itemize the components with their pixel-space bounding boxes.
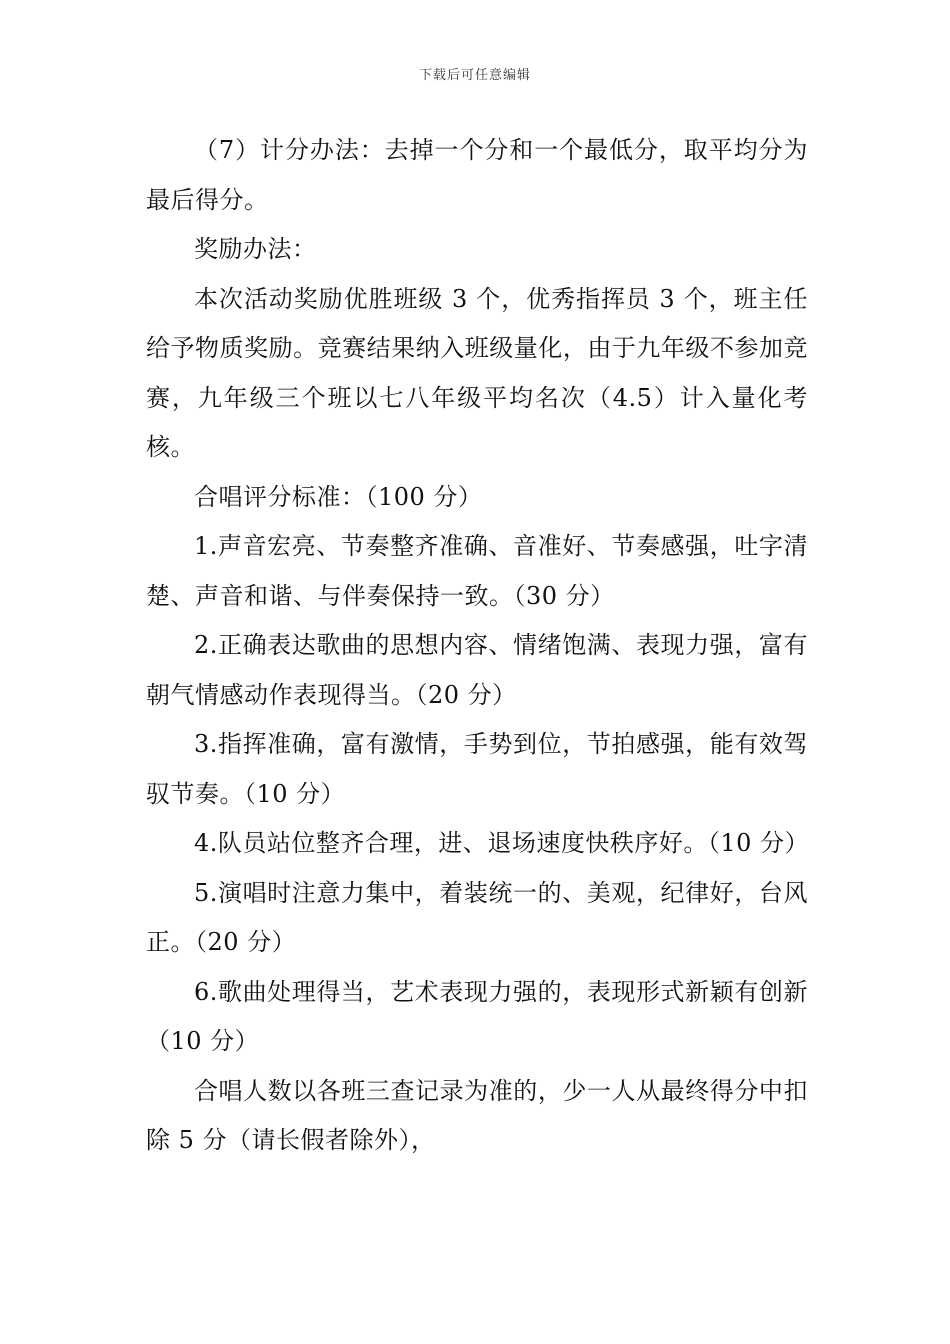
paragraph-scoring-method: （7）计分办法：去掉一个分和一个最低分，取平均分为最后得分。 — [146, 136, 808, 214]
download-note: 下载后可任意编辑 — [418, 68, 531, 83]
document-body — [146, 126, 808, 1166]
paragraph-criterion-1: 1.声音宏亮、节奏整齐准确、音准好、节奏感强，吐字清楚、声音和谐、与伴奏保持一致。（30 分） — [146, 532, 808, 610]
paragraph-criterion-5: 5.演唱时注意力集中，着装统一的、美观，纪律好，台风正。（20 分） — [146, 878, 808, 956]
paragraph-criterion-4: 4.队员站位整齐合理，进、退场速度快秩序好。（10 分） — [194, 829, 810, 857]
paragraph-reward-details: 本次活动奖励优胜班级 3 个，优秀指挥员 3 个，班主任给予物质奖励。竞赛结果纳入班级量化，由于九年级不参加竞赛，九年级三个班以七八年级平均名次（4.5）计入量化考核。 — [146, 284, 808, 461]
paragraph-headcount-rule: 合唱人数以各班三查记录为准的，少一人从最终得分中扣除 5 分（请长假者除外）， — [146, 1076, 808, 1154]
paragraph-criterion-6: 6.歌曲处理得当，艺术表现力强的，表现形式新颖有创新（10 分） — [146, 977, 808, 1055]
paragraph-criterion-2: 2.正确表达歌曲的思想内容、情绪饱满、表现力强，富有朝气情感动作表现得当。（20 分） — [146, 631, 808, 709]
paragraph-criterion-3: 3.指挥准确，富有激情，手势到位，节拍感强，能有效驾驭节奏。（10 分） — [146, 730, 808, 808]
paragraph-reward-heading: 奖励办法： — [194, 235, 317, 263]
paragraph-criteria-heading: 合唱评分标准：（100 分） — [194, 482, 483, 511]
